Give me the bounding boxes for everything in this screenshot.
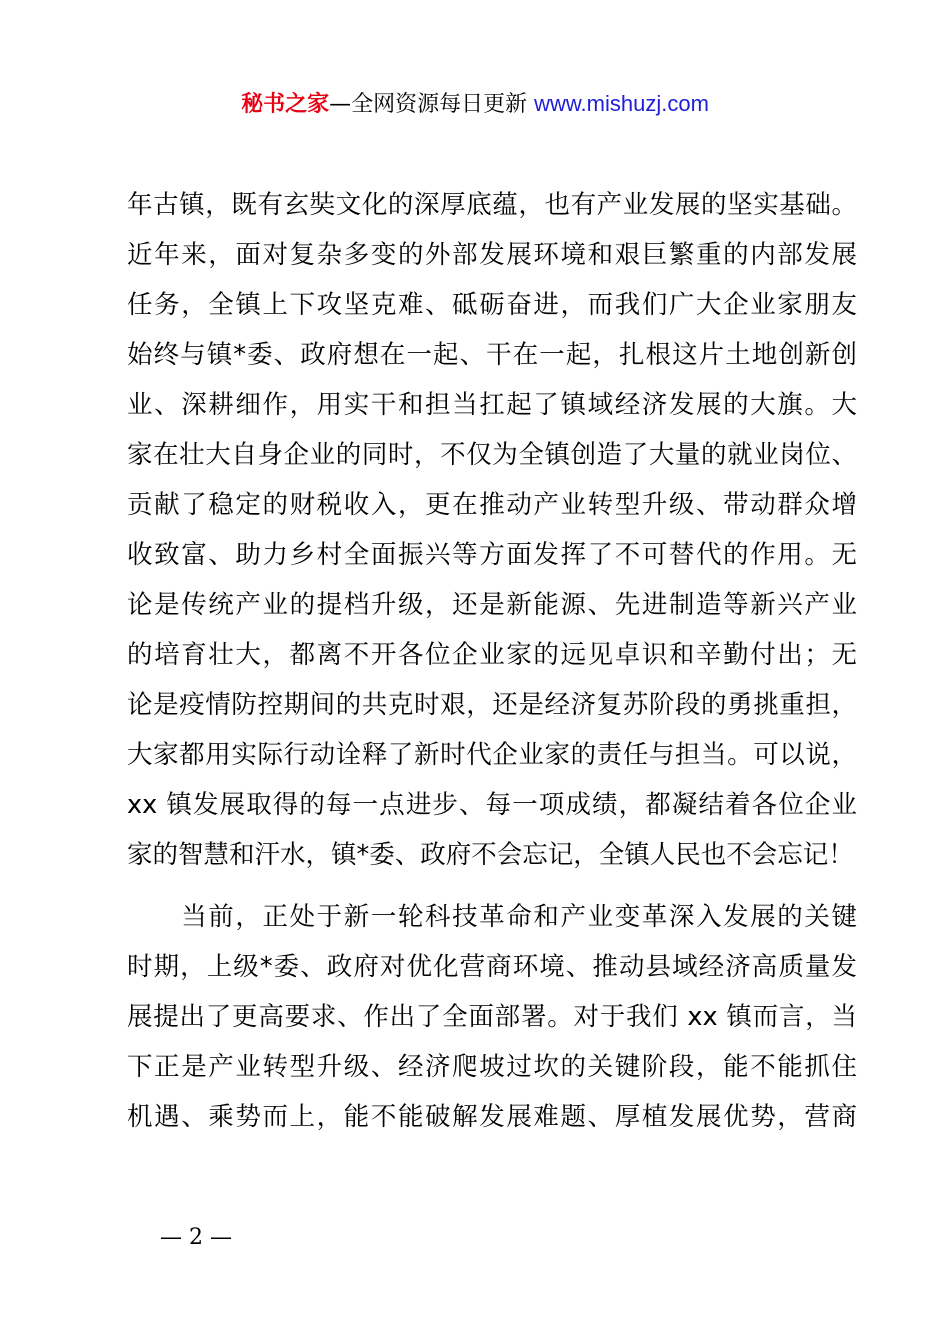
site-brand: 秘书之家 bbox=[241, 92, 330, 117]
site-tagline: —全网资源每日更新 bbox=[329, 92, 528, 117]
text-line: 任务，全镇上下攻坚克难、砥砺奋进，而我们广大企业家朋友 bbox=[127, 290, 857, 320]
site-header bbox=[0, 86, 950, 123]
text-line: xx 镇发展取得的每一点进步、每一项成绩，都凝结着各位企业 bbox=[127, 790, 857, 820]
text-line: 贡献了稳定的财税收入，更在推动产业转型升级、带动群众增 bbox=[127, 490, 857, 520]
paragraph-2 bbox=[127, 892, 857, 1142]
text-line: 始终与镇*委、政府想在一起、干在一起，扎根这片土地创新创 bbox=[127, 340, 857, 370]
text-line: 的培育壮大，都离不开各位企业家的远见卓识和辛勤付出；无 bbox=[127, 640, 857, 670]
text-line: 业、深耕细作，用实干和担当扛起了镇域经济发展的大旗。大 bbox=[127, 390, 857, 420]
text-line: 收致富、助力乡村全面振兴等方面发挥了不可替代的作用。无 bbox=[127, 540, 857, 570]
document-body bbox=[127, 180, 857, 1142]
text-line: 下正是产业转型升级、经济爬坡过坎的关键阶段，能不能抓住 bbox=[127, 1052, 857, 1082]
text-line: 时期，上级*委、政府对优化营商环境、推动县域经济高质量发 bbox=[127, 952, 857, 982]
text-line: 近年来，面对复杂多变的外部发展环境和艰巨繁重的内部发展 bbox=[127, 240, 857, 270]
paragraph-1 bbox=[127, 180, 857, 880]
text-line: 机遇、乘势而上，能不能破解发展难题、厚植发展优势，营商 bbox=[127, 1102, 857, 1132]
text-line: 当前，正处于新一轮科技革命和产业变革深入发展的关键 bbox=[127, 902, 857, 932]
page-number: — 2 — bbox=[160, 1225, 232, 1250]
site-url-link[interactable]: www.mishuzj.com bbox=[534, 91, 709, 116]
text-line: 家在壮大自身企业的同时，不仅为全镇创造了大量的就业岗位、 bbox=[127, 440, 857, 470]
text-line: 年古镇，既有玄奘文化的深厚底蕴，也有产业发展的坚实基础。 bbox=[127, 190, 857, 220]
text-line: 论是传统产业的提档升级，还是新能源、先进制造等新兴产业 bbox=[127, 590, 857, 620]
text-line: 大家都用实际行动诠释了新时代企业家的责任与担当。可以说， bbox=[127, 740, 857, 770]
text-line: 展提出了更高要求、作出了全面部署。对于我们 xx 镇而言，当 bbox=[127, 1002, 857, 1032]
text-line: 论是疫情防控期间的共克时艰，还是经济复苏阶段的勇挑重担， bbox=[127, 690, 857, 720]
text-line: 家的智慧和汗水，镇*委、政府不会忘记，全镇人民也不会忘记！ bbox=[127, 840, 854, 870]
